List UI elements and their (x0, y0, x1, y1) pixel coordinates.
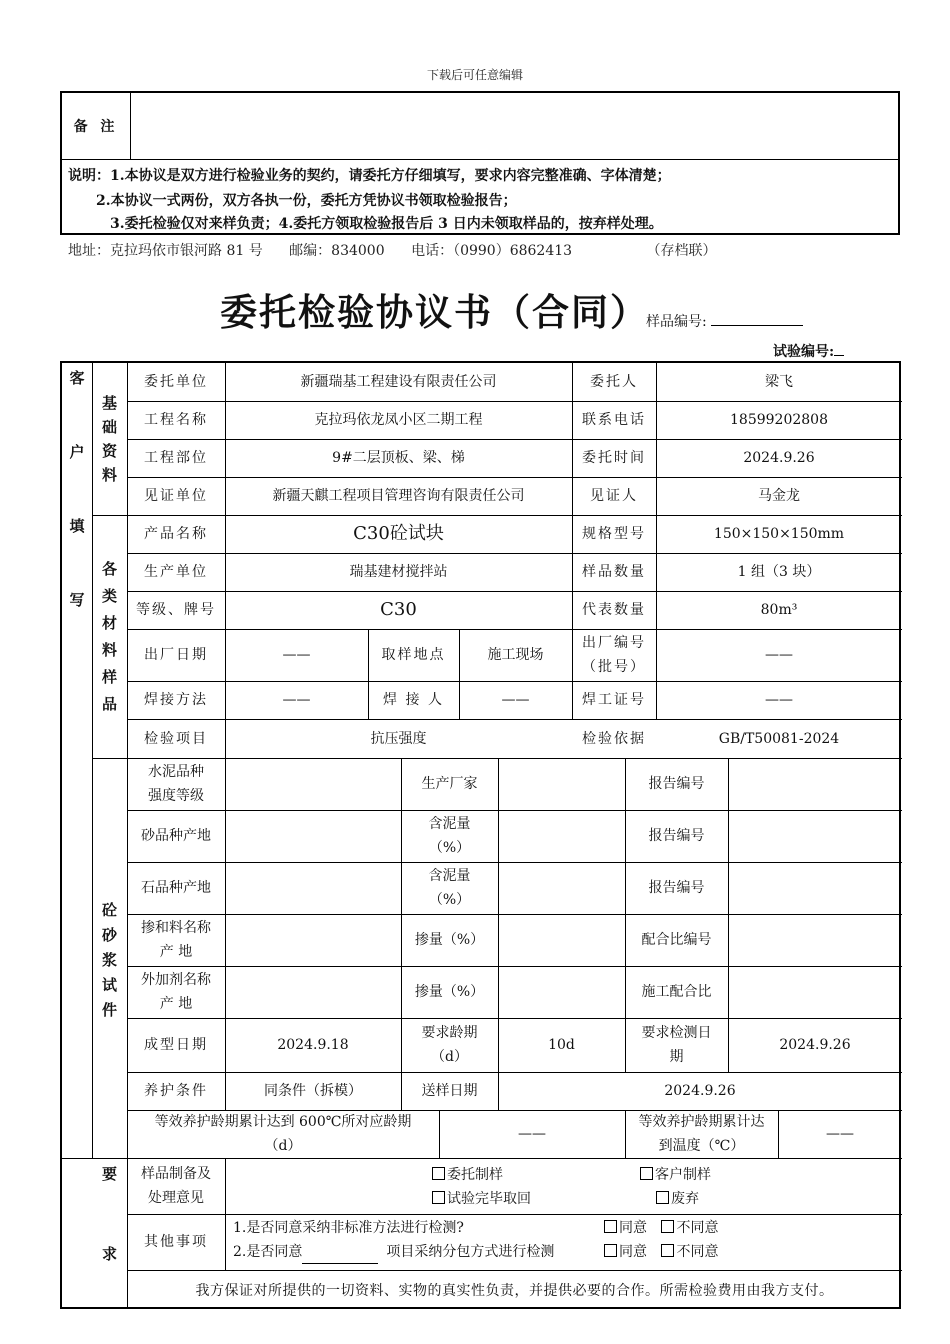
side-char: 料 (101, 466, 117, 484)
grade-label: 等级、牌号 (136, 602, 216, 618)
additive-label-1: 外加剂名称 (141, 972, 211, 988)
stone-mud-label (401, 862, 498, 914)
site-mix-label: 施工配合比 (641, 984, 712, 1000)
age-label-1: 要求龄期 (421, 1025, 478, 1041)
side-char: 填 (69, 517, 85, 535)
rep-label: 代表数量 (582, 602, 646, 618)
test-item-value[interactable]: 抗压强度 (370, 730, 427, 747)
test-date-value[interactable]: 2024.9.26 (779, 1037, 851, 1053)
witness-unit-value[interactable]: 新疆天麒工程项目管理咨询有限责任公司 (272, 488, 525, 504)
side-char: 各 (101, 559, 117, 578)
qty-value[interactable]: 1 组（3 块） (737, 564, 821, 580)
weld-method-label: 焊接方法 (144, 692, 208, 708)
admix-value[interactable] (225, 914, 401, 966)
person-label: 委托人 (590, 374, 638, 390)
concrete-side-label (92, 758, 127, 1158)
additive-dose-label: 掺量（%） (414, 984, 485, 1000)
witness-label: 见证人 (590, 488, 638, 504)
side-char: 品 (101, 694, 117, 713)
side-char: 材 (101, 613, 117, 632)
cert-value[interactable]: —— (765, 692, 793, 708)
age-label (401, 1018, 498, 1072)
test-number-field[interactable] (834, 343, 844, 356)
additive-value[interactable] (225, 966, 401, 1018)
report-value-2[interactable] (728, 810, 902, 862)
product-name-label: 产品名称 (144, 526, 208, 542)
project-label: 工程名称 (144, 412, 208, 428)
side-char: 求 (101, 1245, 117, 1263)
form-date-value[interactable]: 2024.9.18 (277, 1037, 349, 1053)
spec-value[interactable]: 150×150×150mm (713, 526, 845, 542)
checkbox-icon[interactable] (640, 1167, 653, 1180)
document-title: 委托检验协议书（合同） (220, 290, 649, 334)
factory-label: 生产厂家 (421, 776, 478, 792)
question-1-options (604, 1216, 718, 1240)
test-date-label-1: 要求检测日 (641, 1025, 712, 1041)
eq-temp-label-1: 等效养护龄期累计达 (638, 1114, 765, 1130)
side-char: 样 (101, 667, 117, 686)
age-value[interactable]: 10d (548, 1037, 575, 1053)
test-date-label (625, 1018, 728, 1072)
sampling-place-value[interactable]: 施工现场 (487, 647, 544, 663)
client-value[interactable]: 新疆瑞基工程建设有限责任公司 (300, 374, 497, 390)
question-2 (233, 1240, 554, 1264)
eq-temp-label-2: 到温度（℃） (658, 1138, 745, 1154)
checkbox-icon[interactable] (432, 1167, 445, 1180)
prep-label-1: 样品制备及 (141, 1166, 211, 1182)
prep-option-1[interactable] (432, 1163, 503, 1187)
time-label: 委托时间 (582, 450, 646, 466)
postcode: 邮编：834000 (289, 243, 385, 259)
mix-ratio-value[interactable] (728, 914, 902, 966)
prep-option-1-label: 委托制样 (447, 1167, 503, 1183)
client-label: 委托单位 (144, 374, 208, 390)
report-label-2: 报告编号 (648, 828, 705, 844)
sampling-place-label: 取样地点 (381, 647, 446, 663)
factory-value[interactable] (498, 758, 625, 810)
site-mix-value[interactable] (728, 966, 902, 1018)
maker-label: 生产单位 (144, 564, 208, 580)
checkbox-icon[interactable] (604, 1220, 617, 1233)
eq-temp-value[interactable]: —— (826, 1126, 854, 1142)
question-2-blank[interactable] (302, 1249, 378, 1264)
sample-number-label: 样品编号: (646, 314, 707, 330)
witness-unit-label: 见证单位 (144, 488, 208, 504)
customer-side-label (62, 363, 92, 609)
cert-label: 焊工证号 (582, 692, 646, 708)
report-label-1: 报告编号 (648, 776, 705, 792)
admix-dose-label: 掺量（%） (414, 932, 485, 948)
disagree-label: 不同意 (676, 1220, 719, 1236)
question-2-part-2: 项目采纳分包方式进行检测 (386, 1244, 555, 1260)
cement-value[interactable] (225, 758, 401, 810)
sand-mud-value[interactable] (498, 810, 625, 862)
eq-age-value[interactable]: —— (518, 1126, 546, 1142)
mud-label-2: （%） (428, 840, 471, 856)
side-char: 砼 (101, 901, 117, 919)
other-label: 其他事项 (144, 1234, 208, 1250)
welder-value[interactable]: —— (501, 692, 530, 708)
side-char: 浆 (101, 951, 117, 969)
side-char: 试 (101, 976, 117, 994)
main-table (60, 361, 901, 1309)
prep-option-4-label: 废弃 (671, 1191, 699, 1207)
factory-date-value[interactable]: —— (282, 647, 311, 663)
batch-label (572, 629, 656, 681)
mud-label-1: 含泥量 (428, 816, 471, 832)
prep-option-4[interactable] (656, 1187, 699, 1211)
side-char: 户 (69, 443, 85, 461)
address-line (68, 240, 739, 260)
project-value[interactable]: 克拉玛依龙凤小区二期工程 (314, 412, 483, 428)
stone-label: 石品种产地 (141, 880, 211, 896)
eq-age-label-2: （d） (264, 1138, 302, 1154)
test-number (773, 341, 844, 361)
eq-temp-label (625, 1110, 778, 1158)
form-date-label: 成型日期 (144, 1037, 208, 1053)
witness-value[interactable]: 马金龙 (758, 488, 800, 504)
welder-label: 焊 接 人 (383, 692, 444, 708)
sample-number-field[interactable] (711, 313, 803, 326)
require-side-label (92, 1158, 127, 1270)
remarks-label: 备 注 (62, 93, 131, 159)
test-number-label: 试验编号: (773, 344, 835, 360)
stone-value[interactable] (225, 862, 401, 914)
age-label-2: （d） (431, 1049, 468, 1065)
mix-ratio-label: 配合比编号 (641, 932, 712, 948)
note-2: 2.本协议一式两份，双方各执一份，委托方凭协议书领取检验报告； (96, 193, 517, 209)
checkbox-icon[interactable] (604, 1244, 617, 1257)
additive-dose-value[interactable] (498, 966, 625, 1018)
qty-label: 样品数量 (582, 564, 646, 580)
cement-label-2: 强度等级 (148, 788, 204, 804)
report-label-3: 报告编号 (648, 880, 705, 896)
phone: 电话：（0990）6862413 (411, 243, 573, 259)
prep-label-2: 处理意见 (148, 1190, 204, 1206)
question-2-options (604, 1240, 718, 1264)
batch-value[interactable]: —— (765, 647, 793, 663)
batch-label-2: （批号） (582, 659, 646, 675)
weld-method-value[interactable]: —— (282, 692, 311, 708)
checkbox-icon[interactable] (432, 1191, 445, 1204)
sand-value[interactable] (225, 810, 401, 862)
tel-label: 联系电话 (582, 412, 646, 428)
spec-label: 规格型号 (582, 526, 646, 542)
factory-date-label: 出厂日期 (144, 647, 208, 663)
copy-label: （存档联） (646, 243, 717, 259)
report-value-3[interactable] (728, 862, 902, 914)
additive-label (127, 966, 225, 1018)
checkbox-icon[interactable] (661, 1220, 674, 1233)
part-value[interactable]: 9#二层顶板、梁、梯 (332, 450, 465, 466)
note-1: 说明：1.本协议是双方进行检验业务的契约，请委托方仔细填写，要求内容完整准确、字体清楚； (68, 168, 671, 184)
test-item-label: 检验项目 (144, 730, 208, 747)
side-char: 料 (101, 640, 117, 659)
grade-value[interactable]: C30 (380, 599, 417, 620)
person-value[interactable]: 梁飞 (765, 374, 793, 390)
side-char: 件 (101, 1001, 117, 1019)
rep-value[interactable]: 80m³ (760, 602, 798, 618)
cure-label: 养护条件 (144, 1083, 208, 1099)
materials-side-label (92, 515, 127, 758)
cement-label (127, 758, 225, 810)
product-name-value[interactable]: C30砼试块 (353, 523, 444, 544)
prep-label (127, 1158, 225, 1214)
prep-option-2[interactable] (640, 1163, 711, 1187)
agree-label: 同意 (619, 1220, 647, 1236)
eq-age-label-1: 等效养护龄期累计达到 600℃所对应龄期 (154, 1114, 412, 1130)
checkbox-icon[interactable] (661, 1244, 674, 1257)
cement-label-1: 水泥品种 (148, 764, 204, 780)
side-char: 类 (101, 586, 117, 605)
side-char: 写 (69, 591, 85, 609)
tel-value[interactable]: 18599202808 (730, 412, 828, 428)
remarks-box (60, 91, 900, 235)
batch-label-1: 出厂编号 (582, 635, 646, 651)
maker-value[interactable]: 瑞基建材搅拌站 (349, 564, 448, 580)
report-value-1[interactable] (728, 758, 902, 810)
address: 地址：克拉玛依市银河路 81 号 (68, 243, 263, 259)
admix-label-2: 产 地 (159, 944, 193, 960)
side-char: 基 (101, 394, 117, 412)
sand-label: 砂品种产地 (141, 828, 211, 844)
part-label: 工程部位 (144, 450, 208, 466)
stone-mud-value[interactable] (498, 862, 625, 914)
disagree-label: 不同意 (676, 1244, 719, 1260)
send-date-label: 送样日期 (421, 1083, 478, 1099)
checkbox-icon[interactable] (656, 1191, 669, 1204)
basis-value[interactable]: GB/T50081-2024 (718, 730, 840, 747)
agree-label: 同意 (619, 1244, 647, 1260)
prep-option-3-label: 试验完毕取回 (447, 1191, 531, 1207)
test-date-label-2: 期 (669, 1049, 684, 1065)
remarks-row (62, 93, 898, 160)
mud-label-2: （%） (428, 892, 471, 908)
side-char: 要 (101, 1165, 117, 1183)
time-value[interactable]: 2024.9.26 (743, 450, 815, 466)
guarantee-statement: 我方保证对所提供的一切资料、实物的真实性负责，并提供必要的合作。所需检验费用由我方支付。 (195, 1282, 834, 1299)
sand-mud-label (401, 810, 498, 862)
prep-option-3[interactable] (432, 1187, 531, 1211)
admix-dose-value[interactable] (498, 914, 625, 966)
side-char: 础 (101, 418, 117, 436)
admix-label-1: 掺和料名称 (141, 920, 211, 936)
prep-option-2-label: 客户制样 (655, 1167, 711, 1183)
sample-number (646, 311, 803, 331)
page-header: 下载后可任意编辑 (426, 68, 523, 82)
admix-label (127, 914, 225, 966)
note-3: 3.委托检验仅对来样负责；4.委托方领取检验报告后 3 日内未领取样品的，按弃样处理。 (110, 216, 663, 232)
eq-age-label (127, 1110, 439, 1158)
basis-label: 检验依据 (582, 730, 646, 747)
additive-label-2: 产 地 (159, 996, 193, 1012)
question-2-part-1: 2.是否同意 (233, 1244, 303, 1260)
send-date-value[interactable]: 2024.9.26 (664, 1083, 736, 1099)
side-char: 资 (101, 442, 117, 460)
cure-value[interactable]: 同条件（拆模） (264, 1083, 362, 1099)
basic-side-label (92, 363, 127, 515)
question-1: 1.是否同意采纳非标准方法进行检测? (233, 1220, 464, 1236)
mud-label-1: 含泥量 (428, 868, 471, 884)
side-char: 客 (69, 369, 85, 387)
side-char: 砂 (101, 926, 117, 944)
